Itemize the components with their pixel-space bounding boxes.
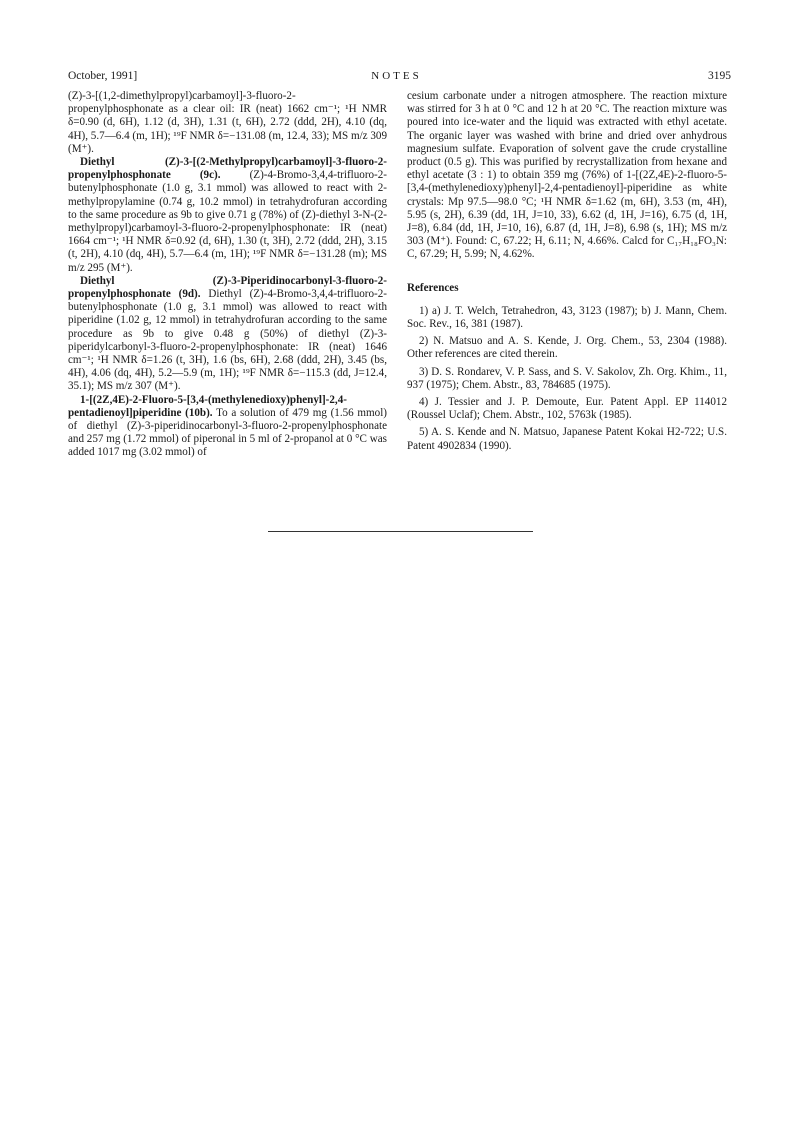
running-header-section: NOTES bbox=[371, 70, 422, 82]
paragraph-10b-body: To a solution of 479 mg (1.56 mmol) of diethyl (Z)-3-piperidinocarbonyl-3-fluoro-2-propenylphosphonate and 257 mg (1.72 mmol) of piperonal in 5 ml of 2-propanol at 0 °C was added 1017 mg (3.02 mmol) of bbox=[68, 406, 387, 459]
paragraph-9c-body: (Z)-4-Bromo-3,4,4-trifluoro-2-butenylphosphonate (1.0 g, 3.1 mmol) was allowed to react with 2-methylpropylamine (0.74 g, 10.2 mmol) in tetrahydrofuran according to the same procedure as 9b to give 0.71 g (78%) of (Z)-diethyl 3-N-(2-methylpropyl)carbamoyl-3-fluoro-2-propenylphosphonate: IR (neat) 1664 cm⁻¹; ¹H NMR δ=0.92 (d, 6H), 1.30 (t, 3H), 2.72 (ddd, 2H), 3.15 (t, 2H), 4.10 (dq, 4H), 5.7—6.4 (m, 1H); ¹⁹F NMR δ=−131.28 (m); MS m/z 295 (M⁺). bbox=[68, 169, 387, 274]
paragraph-9b-continued: (Z)-3-[(1,2-dimethylpropyl)carbamoyl]-3-fluoro-2-propenylphosphonate as a clear oil: IR (neat) 1662 cm⁻¹; ¹H NMR δ=0.90 (d, 6H), 1.12 (d, 3H), 1.31 (t, 6H), 2.72 (ddd, 2H), 4.10 (dq, 4H), 5.7—6.4 (m, 1H); ¹⁹F NMR δ=−131.08 (m, 12.4, 33); MS m/z 309 (M⁺). bbox=[68, 90, 387, 155]
paragraph-9c bbox=[68, 156, 387, 275]
reference-item-3: 3) D. S. Rondarev, V. P. Sass, and S. V. Sakolov, Zh. Org. Khim., 11, 937 (1975); Chem. Abstr., 83, 784685 (1975). bbox=[407, 365, 727, 391]
running-header-date: October, 1991] bbox=[68, 70, 138, 82]
references-heading: References bbox=[407, 281, 459, 294]
paragraph-9d bbox=[68, 275, 387, 394]
reference-item-4: 4) J. Tessier and J. P. Demoute, Eur. Patent Appl. EP 114012 (Roussel Uclaf); Chem. Abstr., 102, 5763k (1985). bbox=[407, 396, 727, 422]
compound-10b-heading: 1-[(2Z,4E)-2-Fluoro-5-[3,4-(methylenedioxy)phenyl]-2,4-pentadienoyl]piperidine (10b). bbox=[68, 393, 347, 419]
compound-9d-heading: Diethyl (Z)-3-Piperidinocarbonyl-3-fluoro-2-propenylphosphonate (9d). bbox=[68, 274, 387, 301]
left-column bbox=[68, 90, 387, 460]
paragraph-10b-continued: cesium carbonate under a nitrogen atmosphere. The reaction mixture was stirred for 3 h at 0 °C and 12 h at 20 °C. The reaction mixture was poured into ice-water and the liquid was extracted with ethyl acetate. The organic layer was washed with brine and dried over anhydrous magnesium sulfate. Evaporation of solvent gave the crude crystalline product (0.5 g). This was purified by recrystallization from hexane and ethyl acetate (3 : 1) to obtain 359 mg (76%) of 1-[(2Z,4E)-2-fluoro-5-[3,4-(methylenedioxy)phenyl]-2,4-pentadienoyl]-piperidine as white crystals: Mp 97.5—98.0 °C; ¹H NMR δ=1.62 (m, 6H), 3.53 (m, 4H), 5.95 (s, 2H), 6.39 (dd, 1H, J=10, 33), 6.62 (d, 1H, J=16), 6.75 (d, 1H, J=8), 6.84 (dd, 1H, J=10, 16), 6.87 (d, 1H, J=8), 6.98 (s, 1H); MS m/z 303 (M⁺). Found: C, 67.22; H, 6.11; N, 4.66%. Calcd for C₁₇H₁₈FO₃N: C, 67.29; H, 5.99; N, 4.62%. bbox=[407, 90, 727, 261]
paragraph-9d-body: Diethyl (Z)-4-Bromo-3,4,4-trifluoro-2-butenylphosphonate (1.0 g, 3.1 mmol) was allowed to react with piperidine (1.02 g, 12 mmol) in tetrahydrofuran according to the same procedure as 9b to give 0.48 g (50%) of diethyl (Z)-3-piperidylcarbonyl-3-fluoro-2-propenylphosphonate: IR (neat) 1646 cm⁻¹; ¹H NMR δ=1.26 (t, 3H), 1.6 (bs, 6H), 2.68 (ddd, 2H), 3.45 (bs, 4H), 4.06 (dq, 4H), 5.2—5.9 (m, 1H); ¹⁹F NMR δ=−115.3 (dd, J=12.4, 35.1); MS m/z 307 (M⁺). bbox=[68, 288, 387, 393]
right-column bbox=[407, 90, 727, 457]
compound-9c-heading: Diethyl (Z)-3-[(2-Methylpropyl)carbamoyl]-3-fluoro-2-propenylphosphonate (9c). bbox=[68, 156, 387, 182]
reference-item-2: 2) N. Matsuo and A. S. Kende, J. Org. Chem., 53, 2304 (1988). Other references are cited therein. bbox=[407, 335, 727, 361]
reference-item-1: 1) a) J. T. Welch, Tetrahedron, 43, 3123 (1987); b) J. Mann, Chem. Soc. Rev., 16, 381 (1987). bbox=[407, 304, 727, 331]
page-number: 3195 bbox=[708, 70, 731, 82]
paragraph-10b bbox=[68, 394, 387, 460]
reference-item-5: 5) A. S. Kende and N. Matsuo, Japanese Patent Kokai H2-722; U.S. Patent 4902834 (1990). bbox=[407, 426, 727, 452]
end-of-article-rule bbox=[268, 531, 533, 532]
